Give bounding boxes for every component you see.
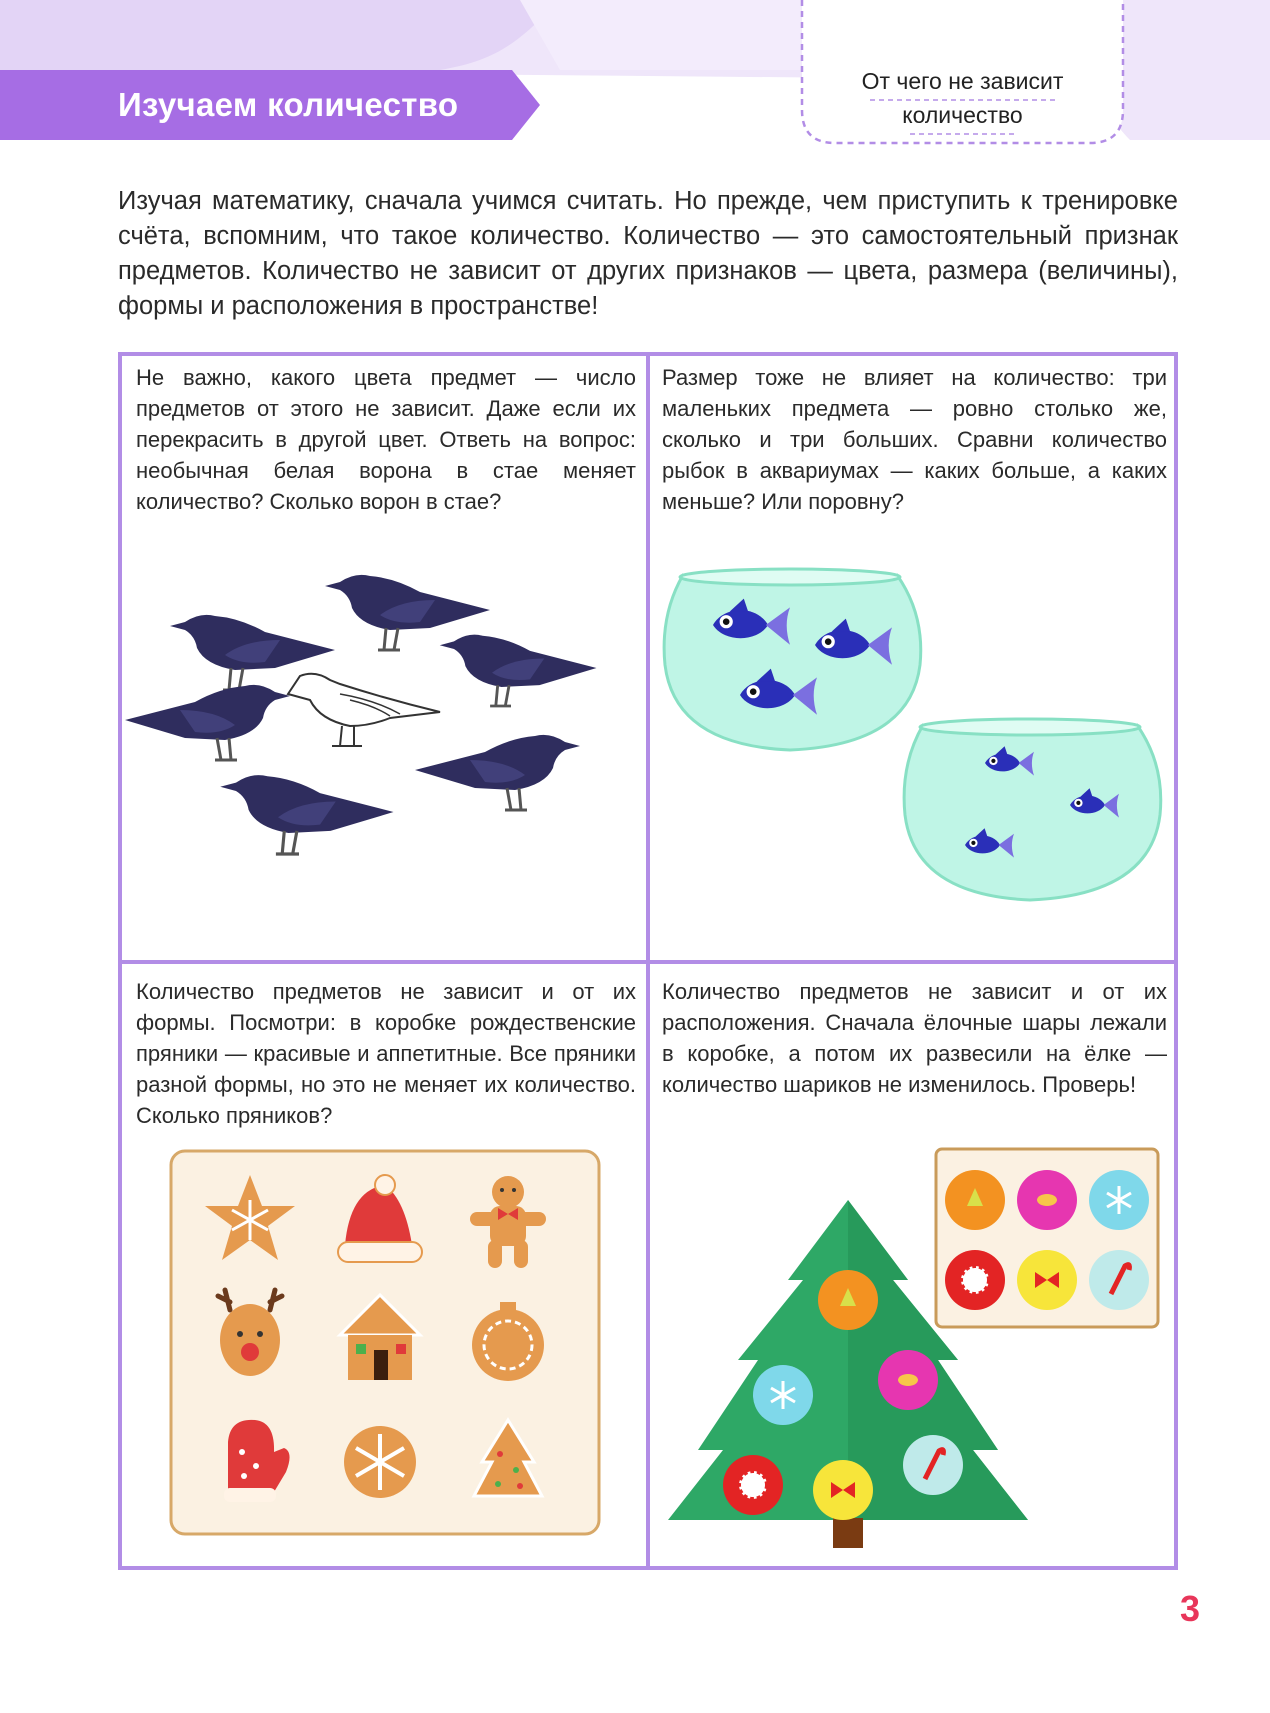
big-fishbowl [664, 569, 921, 750]
ornament-icon [878, 1350, 938, 1410]
snowflake-cookie-icon [344, 1426, 416, 1498]
cell-size-text: Размер тоже не влияет на количество: три маленьких предмета — ровно столько же, сколько и три больших. Сравни количество рыбок в аквариумах — каких больше, а каких меньше? Или поровну? [662, 365, 1167, 514]
cell-shape-text: Количество предметов не зависит и от их формы. Посмотри: в коробке рождественские пряники — красивые и аппетитные. Все пряники разной формы, но это не меняет их количество. Сколько пряников? [136, 979, 636, 1128]
topic-label-line1: От чего не зависит [861, 68, 1064, 94]
gingerbread-box [170, 1150, 600, 1535]
ornament-icon [1089, 1250, 1149, 1310]
topic-label-line2: количество [902, 102, 1023, 128]
cell-position-text: Количество предметов не зависит и от их расположения. Сначала ёлочные шары лежали в коробке, а потом их развесили на ёлке — количество шариков не изменилось. Проверь! [662, 979, 1167, 1097]
ornament-icon [753, 1365, 813, 1425]
grid-divider-horizontal [118, 960, 1178, 964]
ornament-icon [818, 1270, 878, 1330]
ornament-icon [903, 1435, 963, 1495]
small-fishbowl [904, 719, 1161, 900]
crow-icon [440, 635, 597, 706]
ornament-icon [723, 1455, 783, 1515]
page-number: 3 [1179, 1588, 1200, 1629]
cell-color-text: Не важно, какого цвета предмет — число предметов от этого не зависит. Даже если их перекрасить в другой цвет. Ответь на вопрос: необычная белая ворона в стае меняет количество? Сколько ворон в стае? [136, 365, 636, 514]
crow-icon [415, 735, 580, 810]
crows-illustration [125, 570, 645, 910]
white-crow-icon [288, 674, 440, 746]
intro-paragraph: Изучая математику, сначала учимся считать. Но прежде, чем приступить к тренировке счёта, вспомним, что такое количество. Количество — это самостоятельный признак предметов. Количество не зависит от других признаков — цвета, размера (величины), формы и расположения в пространстве! [118, 187, 1178, 320]
fishbowls-illustration [665, 555, 1165, 935]
crow-icon [220, 775, 393, 854]
page-title: Изучаем количество [118, 86, 459, 123]
crow-icon [125, 685, 290, 760]
ornament-icon [813, 1460, 873, 1520]
ornament-icon [1089, 1170, 1149, 1230]
christmas-tree-illustration [668, 1200, 1028, 1555]
